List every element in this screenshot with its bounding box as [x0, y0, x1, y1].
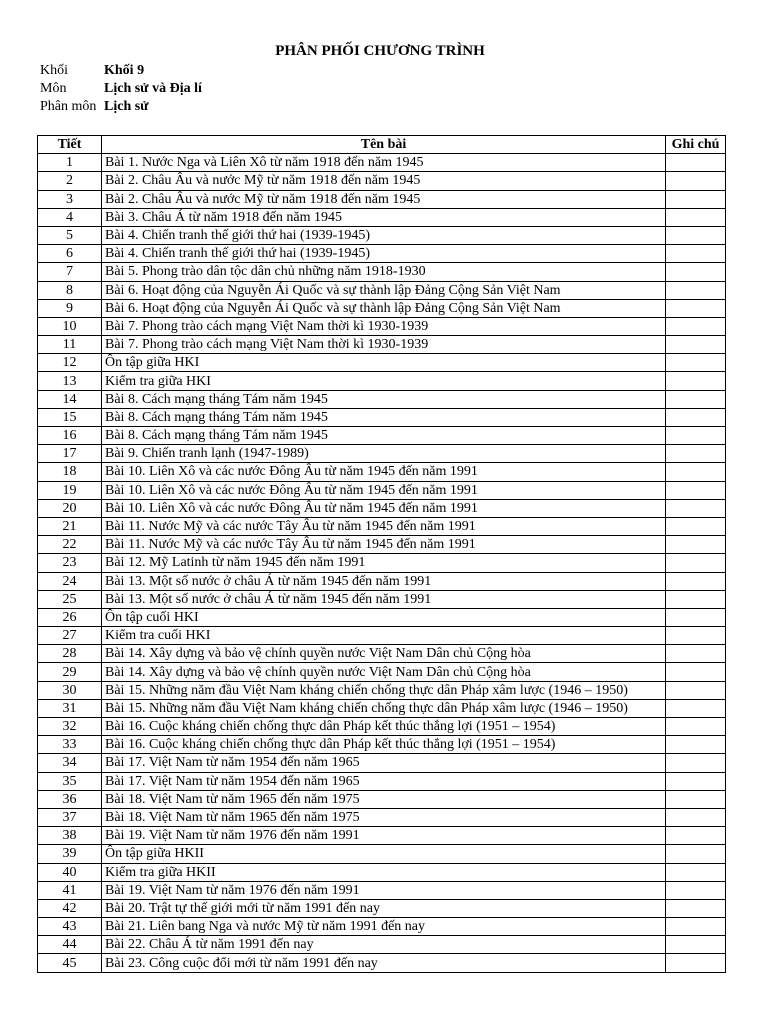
cell-period: 25	[38, 590, 102, 608]
table-row	[38, 863, 726, 881]
meta-label: Khối	[40, 63, 68, 78]
cell-note	[666, 463, 726, 481]
cell-period: 32	[38, 718, 102, 736]
cell-period: 12	[38, 354, 102, 372]
table-row	[38, 736, 726, 754]
cell-lesson-name: Bài 1. Nước Nga và Liên Xô từ năm 1918 đến năm 1945	[102, 154, 666, 172]
table-row	[38, 499, 726, 517]
cell-lesson-name: Bài 4. Chiến tranh thế giới thứ hai (1939-1945)	[102, 245, 666, 263]
table-row	[38, 699, 726, 717]
table-row	[38, 372, 726, 390]
meta-row-subject	[40, 80, 202, 97]
cell-period: 10	[38, 317, 102, 335]
header-period: Tiết	[38, 136, 102, 154]
cell-period: 44	[38, 936, 102, 954]
cell-note	[666, 881, 726, 899]
cell-lesson-name: Kiểm tra giữa HKI	[102, 372, 666, 390]
table-row	[38, 445, 726, 463]
table-row	[38, 936, 726, 954]
cell-period: 2	[38, 172, 102, 190]
meta-value: Lịch sử	[104, 99, 149, 114]
table-row	[38, 463, 726, 481]
cell-note	[666, 190, 726, 208]
cell-lesson-name: Bài 20. Trật tự thế giới mới từ năm 1991 đến nay	[102, 899, 666, 917]
table-row	[38, 281, 726, 299]
cell-note	[666, 517, 726, 535]
cell-period: 39	[38, 845, 102, 863]
cell-period: 33	[38, 736, 102, 754]
cell-period: 4	[38, 208, 102, 226]
cell-note	[666, 354, 726, 372]
table-row	[38, 390, 726, 408]
table-row	[38, 190, 726, 208]
cell-period: 34	[38, 754, 102, 772]
table-row	[38, 354, 726, 372]
cell-lesson-name: Bài 23. Công cuộc đổi mới từ năm 1991 đến nay	[102, 954, 666, 972]
cell-note	[666, 608, 726, 626]
cell-period: 37	[38, 808, 102, 826]
cell-note	[666, 554, 726, 572]
cell-period: 26	[38, 608, 102, 626]
cell-period: 9	[38, 299, 102, 317]
cell-note	[666, 445, 726, 463]
table-row	[38, 845, 726, 863]
cell-lesson-name: Bài 21. Liên bang Nga và nước Mỹ từ năm 1991 đến nay	[102, 918, 666, 936]
cell-period: 42	[38, 899, 102, 917]
cell-period: 15	[38, 408, 102, 426]
table-row	[38, 590, 726, 608]
cell-note	[666, 863, 726, 881]
table-row	[38, 881, 726, 899]
table-row	[38, 645, 726, 663]
cell-period: 41	[38, 881, 102, 899]
cell-note	[666, 299, 726, 317]
cell-period: 13	[38, 372, 102, 390]
cell-lesson-name: Bài 2. Châu Âu và nước Mỹ từ năm 1918 đến năm 1945	[102, 190, 666, 208]
cell-note	[666, 336, 726, 354]
cell-note	[666, 954, 726, 972]
cell-note	[666, 208, 726, 226]
cell-period: 8	[38, 281, 102, 299]
cell-period: 45	[38, 954, 102, 972]
cell-period: 3	[38, 190, 102, 208]
cell-period: 20	[38, 499, 102, 517]
meta-row-grade	[40, 62, 144, 79]
cell-period: 17	[38, 445, 102, 463]
cell-note	[666, 245, 726, 263]
cell-note	[666, 827, 726, 845]
cell-note	[666, 481, 726, 499]
header-lesson-name: Tên bài	[102, 136, 666, 154]
cell-period: 40	[38, 863, 102, 881]
cell-lesson-name: Bài 13. Một số nước ở châu Á từ năm 1945 đến năm 1991	[102, 572, 666, 590]
cell-lesson-name: Bài 19. Việt Nam từ năm 1976 đến năm 1991	[102, 827, 666, 845]
cell-lesson-name: Bài 14. Xây dựng và bảo vệ chính quyền nước Việt Nam Dân chủ Cộng hòa	[102, 663, 666, 681]
table-row	[38, 681, 726, 699]
cell-lesson-name: Bài 10. Liên Xô và các nước Đông Âu từ năm 1945 đến năm 1991	[102, 463, 666, 481]
table-row	[38, 918, 726, 936]
cell-lesson-name: Bài 3. Châu Á từ năm 1918 đến năm 1945	[102, 208, 666, 226]
meta-row-subsubject	[40, 98, 149, 115]
table-row	[38, 608, 726, 626]
cell-lesson-name: Bài 6. Hoạt động của Nguyễn Ái Quốc và sự thành lập Đảng Cộng Sản Việt Nam	[102, 299, 666, 317]
cell-lesson-name: Bài 16. Cuộc kháng chiến chống thực dân Pháp kết thúc thắng lợi (1951 – 1954)	[102, 736, 666, 754]
table-row	[38, 790, 726, 808]
cell-period: 35	[38, 772, 102, 790]
table-row	[38, 554, 726, 572]
cell-note	[666, 390, 726, 408]
cell-note	[666, 772, 726, 790]
meta-label: Phân môn	[40, 99, 97, 114]
cell-note	[666, 408, 726, 426]
cell-period: 31	[38, 699, 102, 717]
table-row	[38, 408, 726, 426]
cell-lesson-name: Bài 22. Châu Á từ năm 1991 đến nay	[102, 936, 666, 954]
cell-note	[666, 263, 726, 281]
cell-note	[666, 172, 726, 190]
cell-note	[666, 226, 726, 244]
table-row	[38, 226, 726, 244]
cell-period: 6	[38, 245, 102, 263]
cell-lesson-name: Bài 10. Liên Xô và các nước Đông Âu từ năm 1945 đến năm 1991	[102, 481, 666, 499]
table-header-row	[38, 136, 726, 154]
cell-lesson-name: Bài 17. Việt Nam từ năm 1954 đến năm 1965	[102, 754, 666, 772]
table-body	[38, 154, 726, 972]
cell-note	[666, 590, 726, 608]
cell-lesson-name: Bài 11. Nước Mỹ và các nước Tây Âu từ năm 1945 đến năm 1991	[102, 536, 666, 554]
cell-lesson-name: Ôn tập cuối HKI	[102, 608, 666, 626]
cell-period: 24	[38, 572, 102, 590]
table-row	[38, 299, 726, 317]
table-row	[38, 208, 726, 226]
cell-lesson-name: Bài 15. Những năm đầu Việt Nam kháng chiến chống thực dân Pháp xâm lược (1946 – 1950)	[102, 699, 666, 717]
cell-period: 11	[38, 336, 102, 354]
cell-lesson-name: Kiểm tra giữa HKII	[102, 863, 666, 881]
table-row	[38, 172, 726, 190]
table-row	[38, 899, 726, 917]
curriculum-table	[37, 135, 726, 973]
cell-note	[666, 718, 726, 736]
cell-lesson-name: Bài 6. Hoạt động của Nguyễn Ái Quốc và sự thành lập Đảng Cộng Sản Việt Nam	[102, 281, 666, 299]
table-row	[38, 336, 726, 354]
cell-lesson-name: Bài 8. Cách mạng tháng Tám năm 1945	[102, 427, 666, 445]
cell-period: 22	[38, 536, 102, 554]
table-row	[38, 481, 726, 499]
cell-lesson-name: Bài 11. Nước Mỹ và các nước Tây Âu từ năm 1945 đến năm 1991	[102, 517, 666, 535]
cell-lesson-name: Bài 16. Cuộc kháng chiến chống thực dân Pháp kết thúc thắng lợi (1951 – 1954)	[102, 718, 666, 736]
table-row	[38, 772, 726, 790]
cell-period: 28	[38, 645, 102, 663]
cell-period: 1	[38, 154, 102, 172]
cell-lesson-name: Bài 12. Mỹ Latinh từ năm 1945 đến năm 1991	[102, 554, 666, 572]
cell-period: 38	[38, 827, 102, 845]
cell-note	[666, 154, 726, 172]
cell-lesson-name: Bài 14. Xây dựng và bảo vệ chính quyền nước Việt Nam Dân chủ Cộng hòa	[102, 645, 666, 663]
table-row	[38, 754, 726, 772]
cell-period: 18	[38, 463, 102, 481]
cell-note	[666, 427, 726, 445]
table-row	[38, 317, 726, 335]
cell-note	[666, 536, 726, 554]
table-row	[38, 808, 726, 826]
cell-period: 14	[38, 390, 102, 408]
cell-lesson-name: Bài 8. Cách mạng tháng Tám năm 1945	[102, 408, 666, 426]
cell-lesson-name: Bài 5. Phong trào dân tộc dân chủ những năm 1918-1930	[102, 263, 666, 281]
cell-period: 43	[38, 918, 102, 936]
cell-period: 5	[38, 226, 102, 244]
cell-note	[666, 645, 726, 663]
table-row	[38, 517, 726, 535]
cell-note	[666, 845, 726, 863]
cell-note	[666, 936, 726, 954]
cell-note	[666, 808, 726, 826]
cell-period: 23	[38, 554, 102, 572]
cell-note	[666, 736, 726, 754]
cell-lesson-name: Bài 2. Châu Âu và nước Mỹ từ năm 1918 đến năm 1945	[102, 172, 666, 190]
cell-lesson-name: Bài 19. Việt Nam từ năm 1976 đến năm 1991	[102, 881, 666, 899]
cell-period: 36	[38, 790, 102, 808]
cell-period: 21	[38, 517, 102, 535]
meta-value: Lịch sử và Địa lí	[104, 81, 202, 96]
table-row	[38, 627, 726, 645]
table-row	[38, 263, 726, 281]
table-row	[38, 572, 726, 590]
document-title: PHÂN PHỐI CHƯƠNG TRÌNH	[275, 43, 485, 59]
table-row	[38, 245, 726, 263]
cell-lesson-name: Bài 18. Việt Nam từ năm 1965 đến năm 1975	[102, 808, 666, 826]
cell-note	[666, 790, 726, 808]
table-row	[38, 536, 726, 554]
cell-lesson-name: Bài 17. Việt Nam từ năm 1954 đến năm 1965	[102, 772, 666, 790]
cell-note	[666, 899, 726, 917]
cell-note	[666, 699, 726, 717]
cell-lesson-name: Bài 7. Phong trào cách mạng Việt Nam thời kì 1930-1939	[102, 336, 666, 354]
cell-lesson-name: Bài 7. Phong trào cách mạng Việt Nam thời kì 1930-1939	[102, 317, 666, 335]
cell-lesson-name: Bài 18. Việt Nam từ năm 1965 đến năm 1975	[102, 790, 666, 808]
cell-note	[666, 627, 726, 645]
cell-lesson-name: Bài 9. Chiến tranh lạnh (1947-1989)	[102, 445, 666, 463]
cell-lesson-name: Kiểm tra cuối HKI	[102, 627, 666, 645]
cell-note	[666, 281, 726, 299]
cell-note	[666, 499, 726, 517]
cell-lesson-name: Bài 13. Một số nước ở châu Á từ năm 1945 đến năm 1991	[102, 590, 666, 608]
cell-lesson-name: Bài 4. Chiến tranh thế giới thứ hai (1939-1945)	[102, 226, 666, 244]
table-row	[38, 154, 726, 172]
cell-note	[666, 663, 726, 681]
table-row	[38, 827, 726, 845]
cell-note	[666, 681, 726, 699]
cell-period: 27	[38, 627, 102, 645]
cell-period: 30	[38, 681, 102, 699]
meta-label: Môn	[40, 81, 67, 96]
cell-lesson-name: Bài 8. Cách mạng tháng Tám năm 1945	[102, 390, 666, 408]
table-row	[38, 718, 726, 736]
cell-note	[666, 317, 726, 335]
cell-note	[666, 372, 726, 390]
cell-lesson-name: Ôn tập giữa HKII	[102, 845, 666, 863]
meta-value: Khối 9	[104, 63, 145, 78]
cell-note	[666, 918, 726, 936]
cell-period: 16	[38, 427, 102, 445]
cell-note	[666, 754, 726, 772]
cell-period: 29	[38, 663, 102, 681]
cell-period: 7	[38, 263, 102, 281]
cell-note	[666, 572, 726, 590]
table-row	[38, 954, 726, 972]
table-row	[38, 427, 726, 445]
cell-period: 19	[38, 481, 102, 499]
cell-lesson-name: Ôn tập giữa HKI	[102, 354, 666, 372]
header-note: Ghi chú	[666, 136, 726, 154]
cell-lesson-name: Bài 15. Những năm đầu Việt Nam kháng chiến chống thực dân Pháp xâm lược (1946 – 1950)	[102, 681, 666, 699]
table-row	[38, 663, 726, 681]
cell-lesson-name: Bài 10. Liên Xô và các nước Đông Âu từ năm 1945 đến năm 1991	[102, 499, 666, 517]
